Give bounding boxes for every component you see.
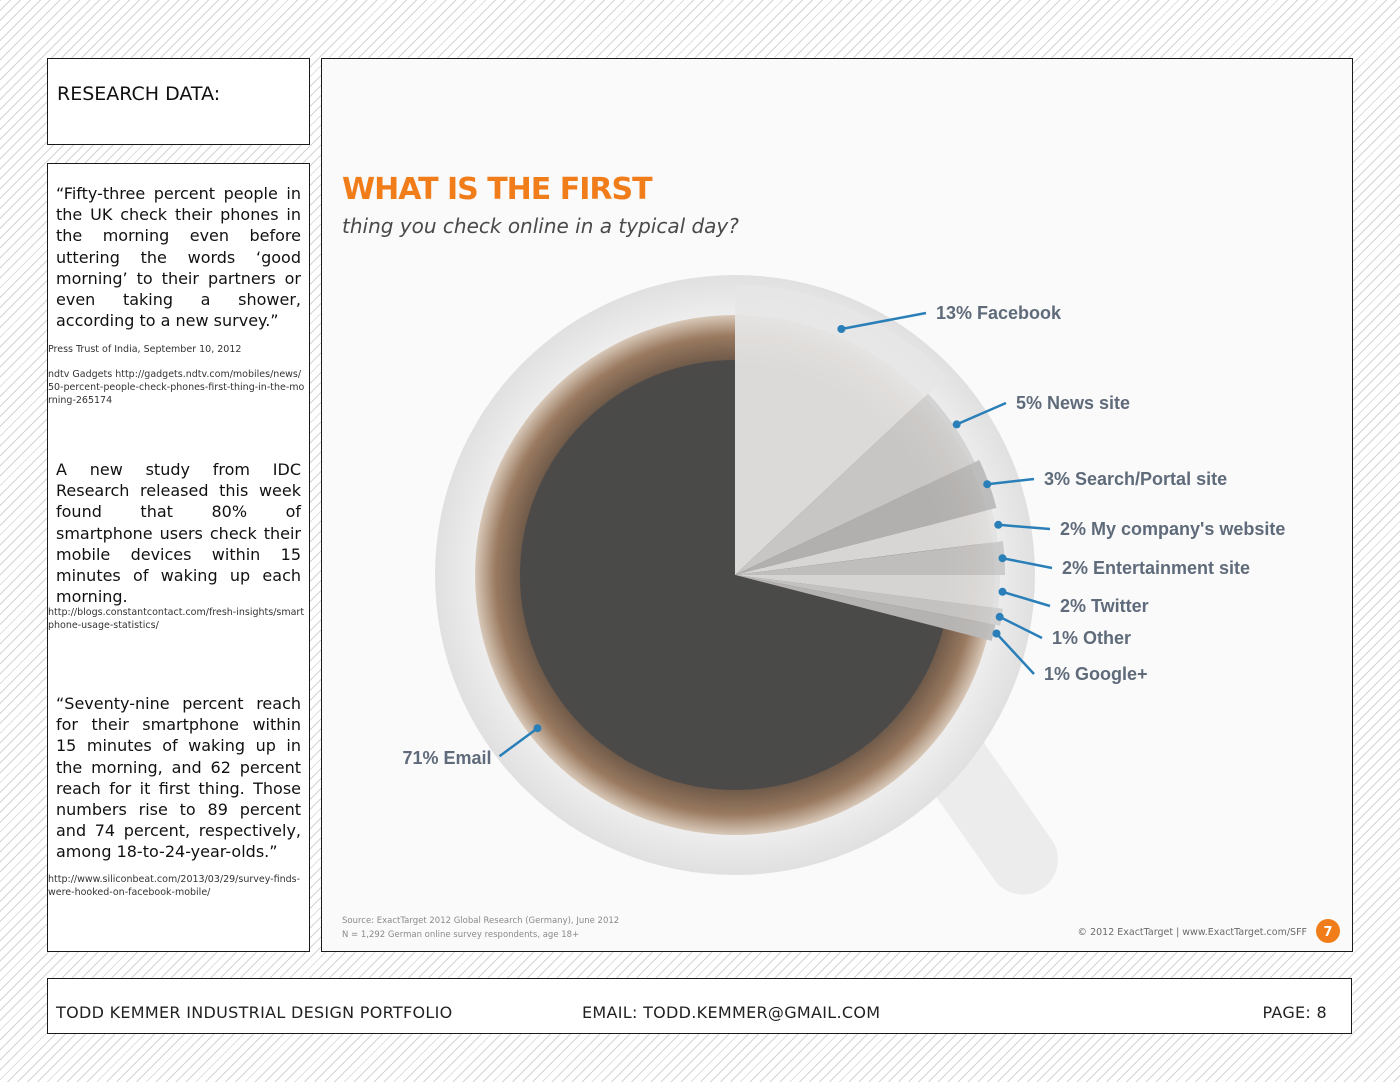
research-source-1a: Press Trust of India, September 10, 2012 <box>48 344 242 355</box>
slice-category-label: Other <box>1078 628 1132 648</box>
research-quote-2: A new study from IDC Research released this week found that 80% of smartphone users check their mobile devices within 15 minutes of waking up each morning. <box>56 460 301 607</box>
chart-panel <box>321 58 1353 952</box>
chart-subtitle: thing you check online in a typical day? <box>342 214 739 238</box>
slice-category-label: Facebook <box>972 303 1062 323</box>
slice-category-label: Google+ <box>1070 664 1148 684</box>
leader-dot <box>994 521 1002 529</box>
exacttarget-logo-mark: 7 <box>1323 925 1333 940</box>
slice-pct-label: 71% <box>402 748 439 769</box>
slice-pct-label: 2% <box>1060 596 1087 616</box>
slice-pct-label: 13% <box>936 303 973 323</box>
research-quotes-panel <box>47 163 310 952</box>
slice-pct-label: 5% <box>1016 393 1043 413</box>
leader-dot <box>837 325 845 333</box>
footer-email: EMAIL: TODD.KEMMER@GMAIL.COM <box>582 1003 881 1022</box>
leader-dot <box>993 630 1001 638</box>
leader-dot <box>999 588 1007 596</box>
slice-pct-label: 3% <box>1044 469 1071 489</box>
research-quote-1: “Fifty-three percent people in the UK check their phones in the morning even before uttering the words ‘good morning’ to their partners or even taking a shower, according to a new survey.” <box>56 184 301 331</box>
slice-label <box>1044 664 1148 684</box>
copyright-note: © 2012 ExactTarget | www.ExactTarget.com/SFF <box>1077 927 1307 938</box>
research-quote-3: “Seventy-nine percent reach for their smartphone within 15 minutes of waking up in the morning, and 62 percent reach for it first thing. Those numbers rise to 89 percent and 74 percent, respectively, among 18-to-24-year-olds.” <box>56 694 301 862</box>
slice-pct-label: 2% <box>1062 558 1089 578</box>
slice-category-label: Twitter <box>1086 596 1149 616</box>
chart-title: WHAT IS THE FIRST <box>342 172 652 207</box>
slice-label <box>1016 393 1130 413</box>
slice-label <box>1052 628 1131 648</box>
pie-chart <box>322 59 1352 951</box>
sample-note: N = 1,292 German online survey respondents, age 18+ <box>342 930 580 940</box>
slice-category-label: Email <box>438 748 492 769</box>
leader-dot <box>996 613 1004 621</box>
page-title: RESEARCH DATA: <box>57 83 221 105</box>
slice-category-label: My company's website <box>1086 519 1286 539</box>
research-source-3: http://www.siliconbeat.com/2013/03/29/survey-finds-were-hooked-on-facebook-mobile/ <box>48 874 301 898</box>
slice-category-label: Search/Portal site <box>1070 469 1228 489</box>
research-title-box <box>47 58 310 145</box>
leader-dot <box>983 480 991 488</box>
slice-label <box>1062 558 1250 578</box>
slice-pct-label: 1% <box>1044 664 1071 684</box>
slice-pct-label: 1% <box>1052 628 1079 648</box>
footer-bar <box>47 978 1352 1034</box>
research-source-2: http://blogs.constantcontact.com/fresh-insights/smartphone-usage-statistics/ <box>48 607 305 631</box>
slice-label <box>936 303 1062 323</box>
leader-dot <box>534 724 542 732</box>
footer-portfolio-title: TODD KEMMER INDUSTRIAL DESIGN PORTFOLIO <box>56 1003 453 1022</box>
leader-dot <box>999 554 1007 562</box>
slice-label <box>402 748 491 768</box>
slice-label <box>1060 519 1285 539</box>
slice-label <box>1060 596 1149 616</box>
leader-dot <box>953 420 961 428</box>
slice-category-label: News site <box>1042 393 1131 413</box>
source-note: Source: ExactTarget 2012 Global Research (Germany), June 2012 <box>342 916 620 926</box>
footer-page-number: PAGE: 8 <box>1262 1003 1327 1022</box>
slice-label <box>1044 469 1227 489</box>
slice-pct-label: 2% <box>1060 519 1087 539</box>
research-source-1b: ndtv Gadgets http://gadgets.ndtv.com/mobiles/news/50-percent-people-check-phones-first-thing-in-the-morning-265174 <box>48 369 305 406</box>
slice-category-label: Entertainment site <box>1088 558 1251 578</box>
